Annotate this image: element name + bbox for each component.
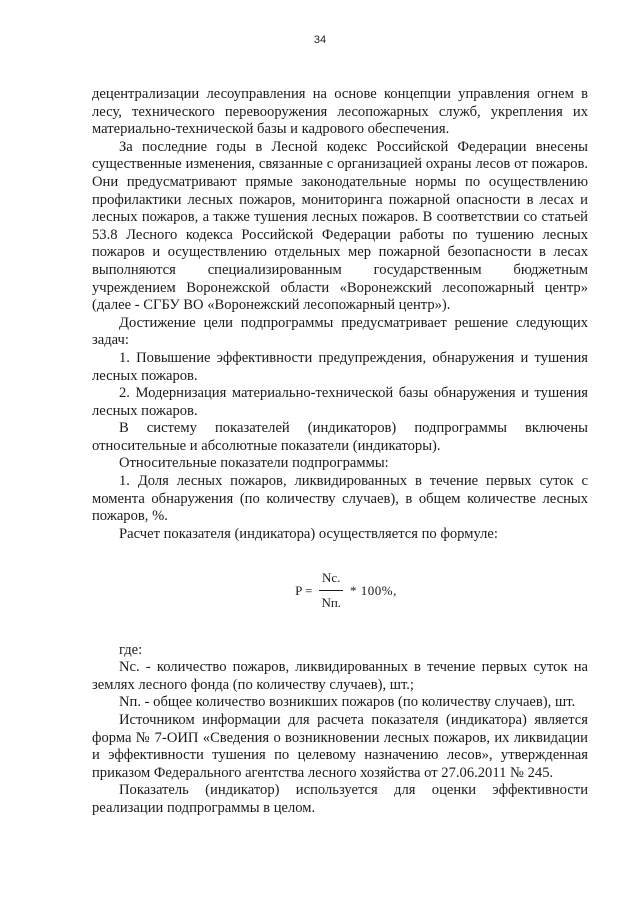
list-item-task-2: 2. Модернизация материально-технической базы обнаружения и тушения лесных пожаров. [92,385,588,419]
paragraph-forest-code: За последние годы в Лесной кодекс Российской Федерации внесены существенные изменения, связанные с организацией охраны лесов от пожаров. Они предусматривают прямые законодательные нормы по осуществлению профилактики лесных пожаров, мониторинга пожарной опасности в лесах и лесных пожаров, а также тушения лесных пожаров. В соответствии со статьей 53.8 Лесного кодекса Российской Федерации работы по тушению лесных пожаров и осуществлению отдельных мер пожарной безопасности в лесах выполняются специализированным государственным бюджетным учреждением Воронежской области «Воронежский лесопожарный центр» (далее - СГБУ ВО «Воронежский лесопожарный центр»). [92,138,588,314]
formula-lhs: P = [295,582,313,598]
list-item-task-1: 1. Повышение эффективности предупреждения, обнаружения и тушения лесных пожаров. [92,349,588,384]
definition-np: Nп. - общее количество возникших пожаров (по количеству случаев), шт. [119,694,576,711]
formula-fraction [318,569,344,611]
paragraph-goal: Достижение цели подпрограммы предусматривает решение следующих задач: [92,314,588,349]
definition-nc: Nс. - количество пожаров, ликвидированных в течение первых суток на землях лесного фонда (по количеству случаев), шт.; [92,659,588,693]
paragraph-usage: Показатель (индикатор) используется для оценки эффективности реализации подпрограммы в целом. [92,782,588,816]
paragraph-continuation: децентрализации лесоуправления на основе концепции управления огнем в лесу, технического перевооружения лесопожарных служб, укрепления их материально-технической базы и кадрового обеспечения. [92,86,588,138]
formula [104,569,588,611]
formula-denominator: Nп. [321,595,342,611]
paragraph-relative-indicators: Относительные показатели подпрограммы: [119,455,389,472]
paragraph-indicators: В систему показателей (индикаторов) подпрограммы включены относительные и абсолютные показатели (индикаторы). [92,420,588,454]
document-body [92,86,588,818]
formula-rhs: * 100%, [350,582,397,598]
paragraph-formula-intro: Расчет показателя (индикатора) осуществляется по формуле: [119,525,498,542]
page-number: 34 [313,34,327,46]
formula-numerator: Nс. [319,569,343,591]
paragraph-where: где: [119,641,143,658]
list-item-indicator-1: 1. Доля лесных пожаров, ликвидированных в течение первых суток с момента обнаружения (по количеству случаев), в общем количестве лесных пожаров, %. [92,473,588,525]
paragraph-source: Источником информации для расчета показателя (индикатора) является форма № 7-ОИП «Сведения о возникновении лесных пожаров, их ликвидации и эффективности тушения по целевому назначению лесов», утвержденная приказом Федерального агентства лесного хозяйства от 27.06.2011 № 245. [92,712,588,781]
